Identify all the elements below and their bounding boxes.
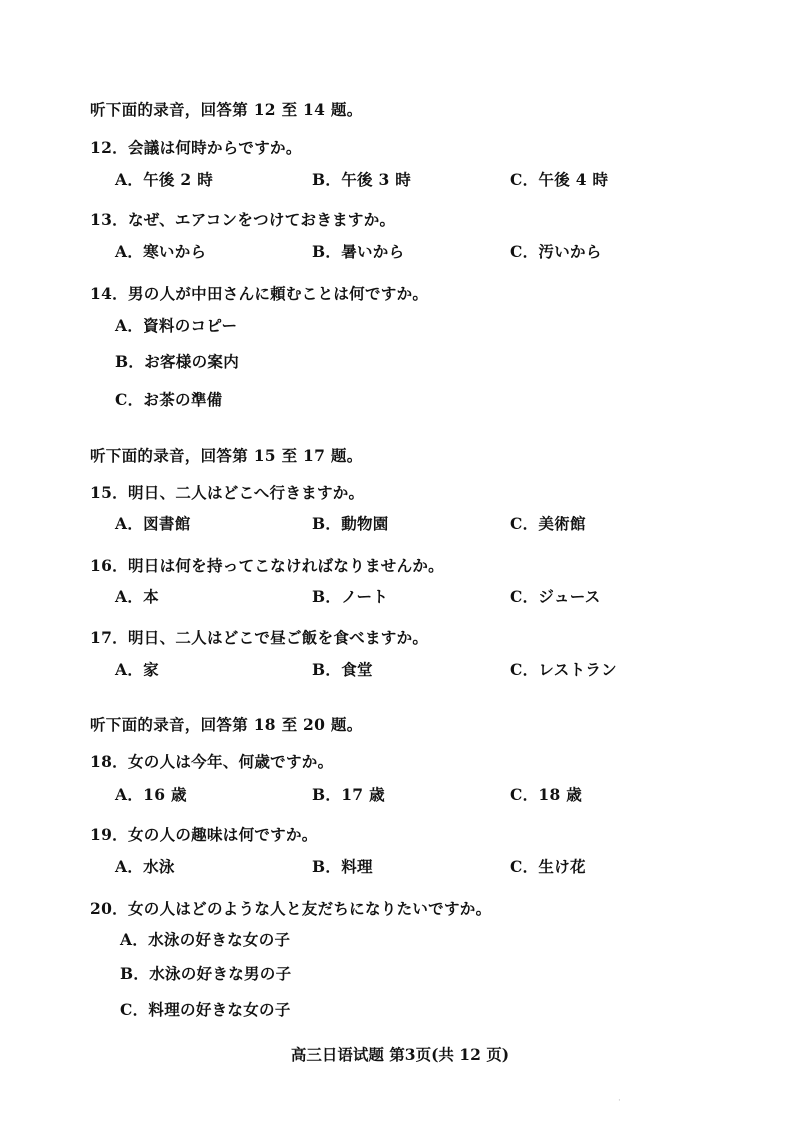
section-instruction: 听下面的录音，回答第 15 至 17 题。 <box>90 446 363 465</box>
option-c: C．美術館 <box>510 514 586 533</box>
option-b: B．17 歳 <box>312 785 385 804</box>
option-b: B．料理 <box>312 857 373 876</box>
question-20: 20．女の人はどのような人と友だちになりたいですか。 <box>90 899 492 918</box>
option-b: B．午後 3 時 <box>312 170 412 189</box>
question-19: 19．女の人の趣味は何ですか。 <box>90 825 318 844</box>
section-instruction: 听下面的录音，回答第 18 至 20 题。 <box>90 715 363 734</box>
option-b: B．お客様の案内 <box>115 352 240 371</box>
option-a: A．午後 2 時 <box>115 170 214 189</box>
option-c: C．18 歳 <box>510 785 583 804</box>
option-a: A．資料のコピー <box>115 316 238 335</box>
option-b: B．食堂 <box>312 660 373 679</box>
option-c: C．ジュース <box>510 587 601 606</box>
option-b: B．動物園 <box>312 514 389 533</box>
option-c: C．お茶の準備 <box>115 390 223 409</box>
page-footer: 高三日语试题 第3页(共 12 页) <box>290 1045 510 1064</box>
question-17: 17．明日、二人はどこで昼ご飯を食べますか。 <box>90 628 429 647</box>
question-13: 13．なぜ、エアコンをつけておきますか。 <box>90 210 396 229</box>
option-b: B．水泳の好きな男の子 <box>120 964 292 983</box>
scan-speck: · <box>618 1096 621 1106</box>
option-c: C．生け花 <box>510 857 586 876</box>
option-c: C．レストラン <box>510 660 617 679</box>
option-a: A．水泳 <box>115 857 175 876</box>
option-b: B．ノート <box>312 587 389 606</box>
option-c: C．料理の好きな女の子 <box>120 1000 291 1019</box>
option-a: A．寒いから <box>115 242 207 261</box>
option-b: B．暑いから <box>312 242 405 261</box>
option-a: A．本 <box>115 587 159 606</box>
question-12: 12．会議は何時からですか。 <box>90 138 302 157</box>
option-a: A．家 <box>115 660 159 679</box>
option-c: C．汚いから <box>510 242 602 261</box>
option-a: A．図書館 <box>115 514 191 533</box>
option-a: A．水泳の好きな女の子 <box>120 930 291 949</box>
question-15: 15．明日、二人はどこへ行きますか。 <box>90 483 365 502</box>
question-16: 16．明日は何を持ってこなければなりませんか。 <box>90 556 444 575</box>
section-instruction: 听下面的录音，回答第 12 至 14 题。 <box>90 100 363 119</box>
question-14: 14．男の人が中田さんに頼むことは何ですか。 <box>90 284 429 303</box>
option-c: C．午後 4 時 <box>510 170 609 189</box>
option-a: A．16 歳 <box>115 785 187 804</box>
question-18: 18．女の人は今年、何歳ですか。 <box>90 752 334 771</box>
